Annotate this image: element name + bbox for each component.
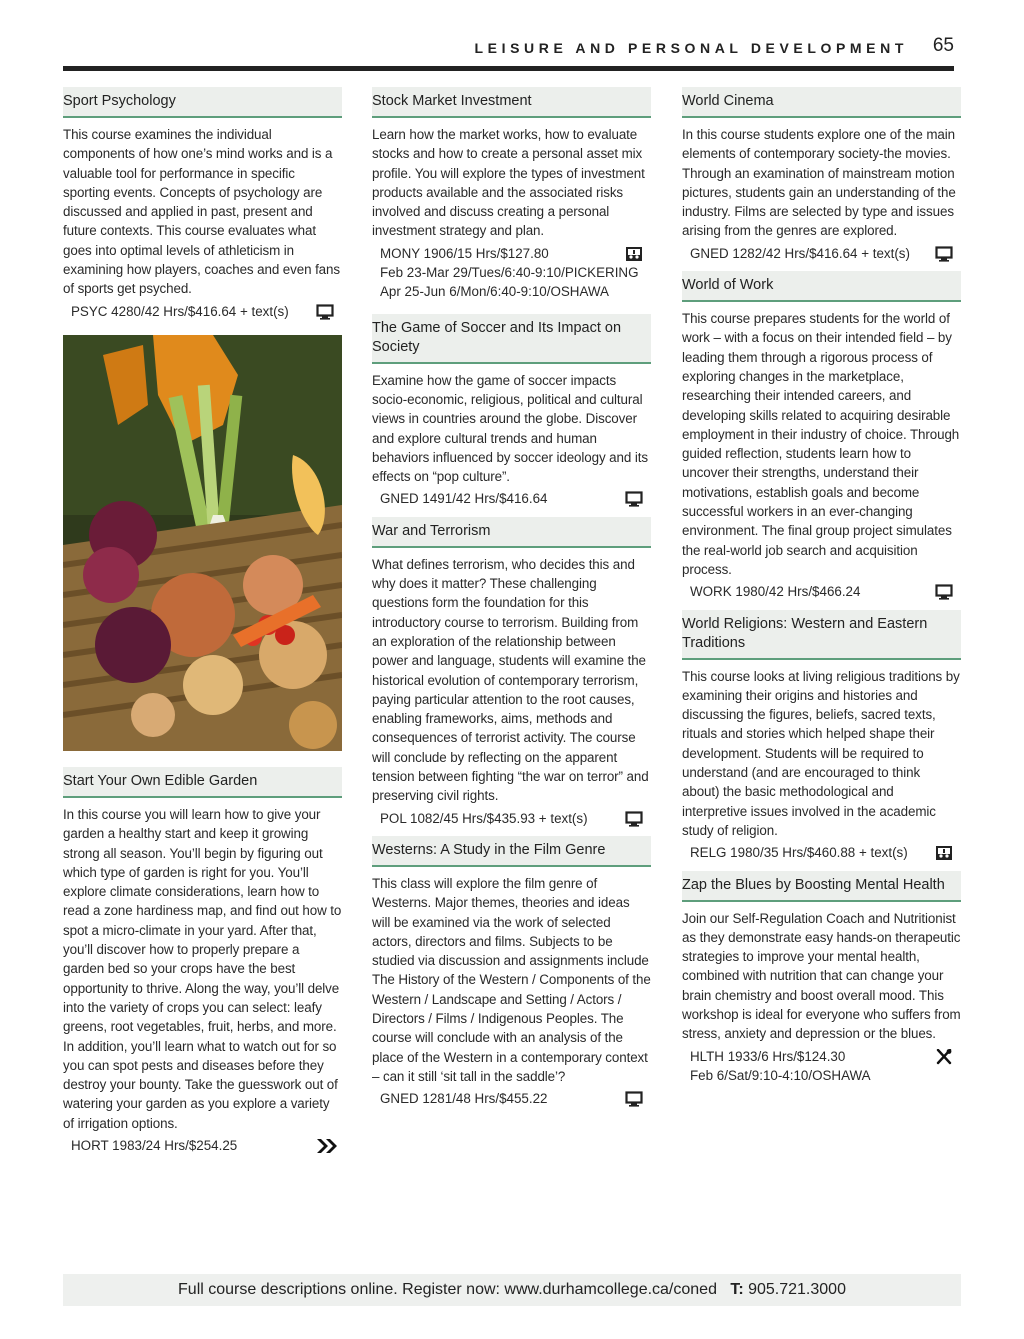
footer-text: Full course descriptions online. Register now: www.durhamcollege.ca/coned [178,1281,717,1298]
classroom-icon [935,845,953,861]
course-description: In this course students explore one of the main elements of contemporary society-the movies. Through an examination of mainstream motion pictures, students gain an understanding of the industry. Films are selected by type and issues arising from the genres are explored. [682,127,956,239]
column-1 [63,87,342,1163]
footer-bar [63,1274,961,1306]
course-world-of-work [682,271,961,601]
phone-label: T: [730,1281,744,1298]
garden-vegetables-photo [63,335,342,751]
course-soccer-society [372,314,651,509]
course-session: Apr 25-Jun 6/Mon/6:40-9:10/OSHAWA [380,284,609,300]
course-code-text: GNED 1282/42 Hrs/$416.64 + text(s) [690,245,910,261]
course-code [682,1047,961,1066]
course-code [372,489,651,508]
double-chevron-icon [316,1138,338,1154]
course-code-text: HORT 1983/24 Hrs/$254.25 [71,1138,238,1154]
course-description: This class will explore the film genre of Westerns. Major themes, theories and ideas will be examined via the work of selected actors, directors and films. Subjects to be studied via discussion and assignments include The History of the Western / Components of the Western / Landscape and Setting / Actors / Directors / Films / Indigenous Peoples. The course will conclude with an analysis of the place of the Western in a contemporary context – can it still ‘sit tall in the saddle’? [372,875,651,1084]
course-world-cinema [682,87,961,263]
course-zap-the-blues [682,871,961,1086]
classroom-icon [625,246,643,262]
course-description: Examine how the game of soccer impacts socio-economic, religious, political and cultural views in countries around the globe. Discover and explore cultural trends and human behaviors influenced by soccer ideology and its effects on “pop culture”. [372,372,648,485]
top-rule [63,66,954,71]
course-code-text: MONY 1906/15 Hrs/$127.80 [380,245,549,261]
course-description: In this course you will learn how to give your garden a healthy start and keep it growing strong all season. You’ll begin by figuring out which type of garden is right for you. You’ll explore climate considerations, learn how to read a zone hardiness map, and find out how to spot a micro-climate in your yard. After that, you’ll discover how to properly prepare a garden bed so your crops have the best opportunity to thrive. Along the way, you’ll delve into the variety of crops you can select: leafy greens, root vegetables, fruit, herbs, and more. In addition, you’ll learn what to watch out for so you can spot pests and diseases before they destroy your bounty. Take the guesswork out of watering your garden as you explore a variety of irrigation options. [63,806,342,1131]
course-code-text: POL 1082/45 Hrs/$435.93 + text(s) [380,810,588,826]
course-description: Join our Self-Regulation Coach and Nutritionist as they demonstrate easy hands-on therapeutic strategies to improve your mental health, combined with nutrition that can change your brain chemistry and boost overall mood. This workshop is ideal for everyone who suffers from stress, anxiety and depression or the blues. [682,910,961,1042]
course-description: This course prepares students for the world of work – with a focus on their intended field – by leading them through a rigorous process of exploring changes in the marketplace, researching their intended careers, and developing skills related to acquiring desirable employment in their industry of choice. Through guided reflection, students learn how to uncover their strengths, understand their motivations, establish goals and become successful workers in an ever-changing environment. The final group project simulates the real-world job search and acquisition process. [682,311,960,577]
computer-icon [316,304,334,320]
course-code [682,843,961,862]
course-title: Sport Psychology [63,87,342,118]
course-code-text: WORK 1980/42 Hrs/$466.24 [690,584,861,600]
course-code-text: RELG 1980/35 Hrs/$460.88 + text(s) [690,845,908,861]
course-code [372,809,651,828]
phone-number: 905.721.3000 [748,1281,846,1298]
course-code [682,244,961,263]
course-code [682,582,961,601]
course-sport-psychology [63,87,342,321]
course-title: Start Your Own Edible Garden [63,767,342,798]
course-description: This course looks at living religious traditions by examining their origins and histories and discussing the figures, beliefs, sacred texts, rituals and stories which helped shape their development. Students will be required to understand (and are encouraged to think about) the basic methodological and interpretive issues involved in the academic study of religion. [682,668,960,838]
computer-icon [935,584,953,600]
computer-icon [935,246,953,262]
computer-icon [625,491,643,507]
course-world-religions [682,610,961,863]
course-westerns [372,836,651,1109]
course-stock-market [372,87,651,302]
course-title: World Religions: Western and Eastern Traditions [682,610,961,660]
course-code [63,1136,342,1155]
course-description: Learn how the market works, how to evaluate stocks and how to create a personal asset mix profile. You will explore the types of investment products available and the associated risks involved and discuss creating a personal investment strategy and plan. [372,127,645,239]
computer-icon [625,1091,643,1107]
course-code-text: GNED 1281/48 Hrs/$455.22 [380,1091,548,1107]
section-title: LEISURE AND PERSONAL DEVELOPMENT [474,40,908,56]
course-title: Zap the Blues by Boosting Mental Health [682,871,961,902]
course-title: War and Terrorism [372,517,651,548]
course-war-terrorism [372,517,651,828]
course-code-text: GNED 1491/42 Hrs/$416.64 [380,491,548,507]
course-description: This course examines the individual components of how one’s mind works and is a valuable tool for performance in specific sporting events. Concepts of psychology are discussed and applied in past, present and future contexts. This course evaluates what goes into optimal levels of athleticism in examining how players, coaches and even fans of sports get psyched. [63,127,340,297]
course-title: The Game of Soccer and Its Impact on Society [372,314,651,364]
computer-icon [625,811,643,827]
column-2 [372,87,651,1116]
course-title: Stock Market Investment [372,87,651,118]
fork-knife-icon [935,1049,953,1065]
page-number: 65 [932,35,954,56]
course-title: Westerns: A Study in the Film Genre [372,836,651,867]
course-code [372,1089,651,1108]
course-title: World of Work [682,271,961,302]
course-session: Feb 6/Sat/9:10-4:10/OSHAWA [690,1067,871,1083]
course-code-text: HLTH 1933/6 Hrs/$124.30 [690,1048,846,1064]
course-edible-garden [63,767,342,1155]
course-code-text: PSYC 4280/42 Hrs/$416.64 + text(s) [71,303,289,319]
course-code [372,244,651,263]
course-session: Feb 23-Mar 29/Tues/6:40-9:10/PICKERING [380,265,639,281]
column-3 [682,87,961,1093]
course-title: World Cinema [682,87,961,118]
course-description: What defines terrorism, who decides this and why does it matter? These challenging questions form the foundation for this introductory course to terrorism. Building from an exploration of the relationship between power and language, students will examine the historical evolution of contemporary terrorism, paying particular attention to the root causes, enabling frameworks, aims, methods and consequences of terrorist activity. The course will conclude by reflecting on the apparent tension between fighting “the war on terror” and preserving civil rights. [372,556,649,804]
course-code [63,302,342,321]
